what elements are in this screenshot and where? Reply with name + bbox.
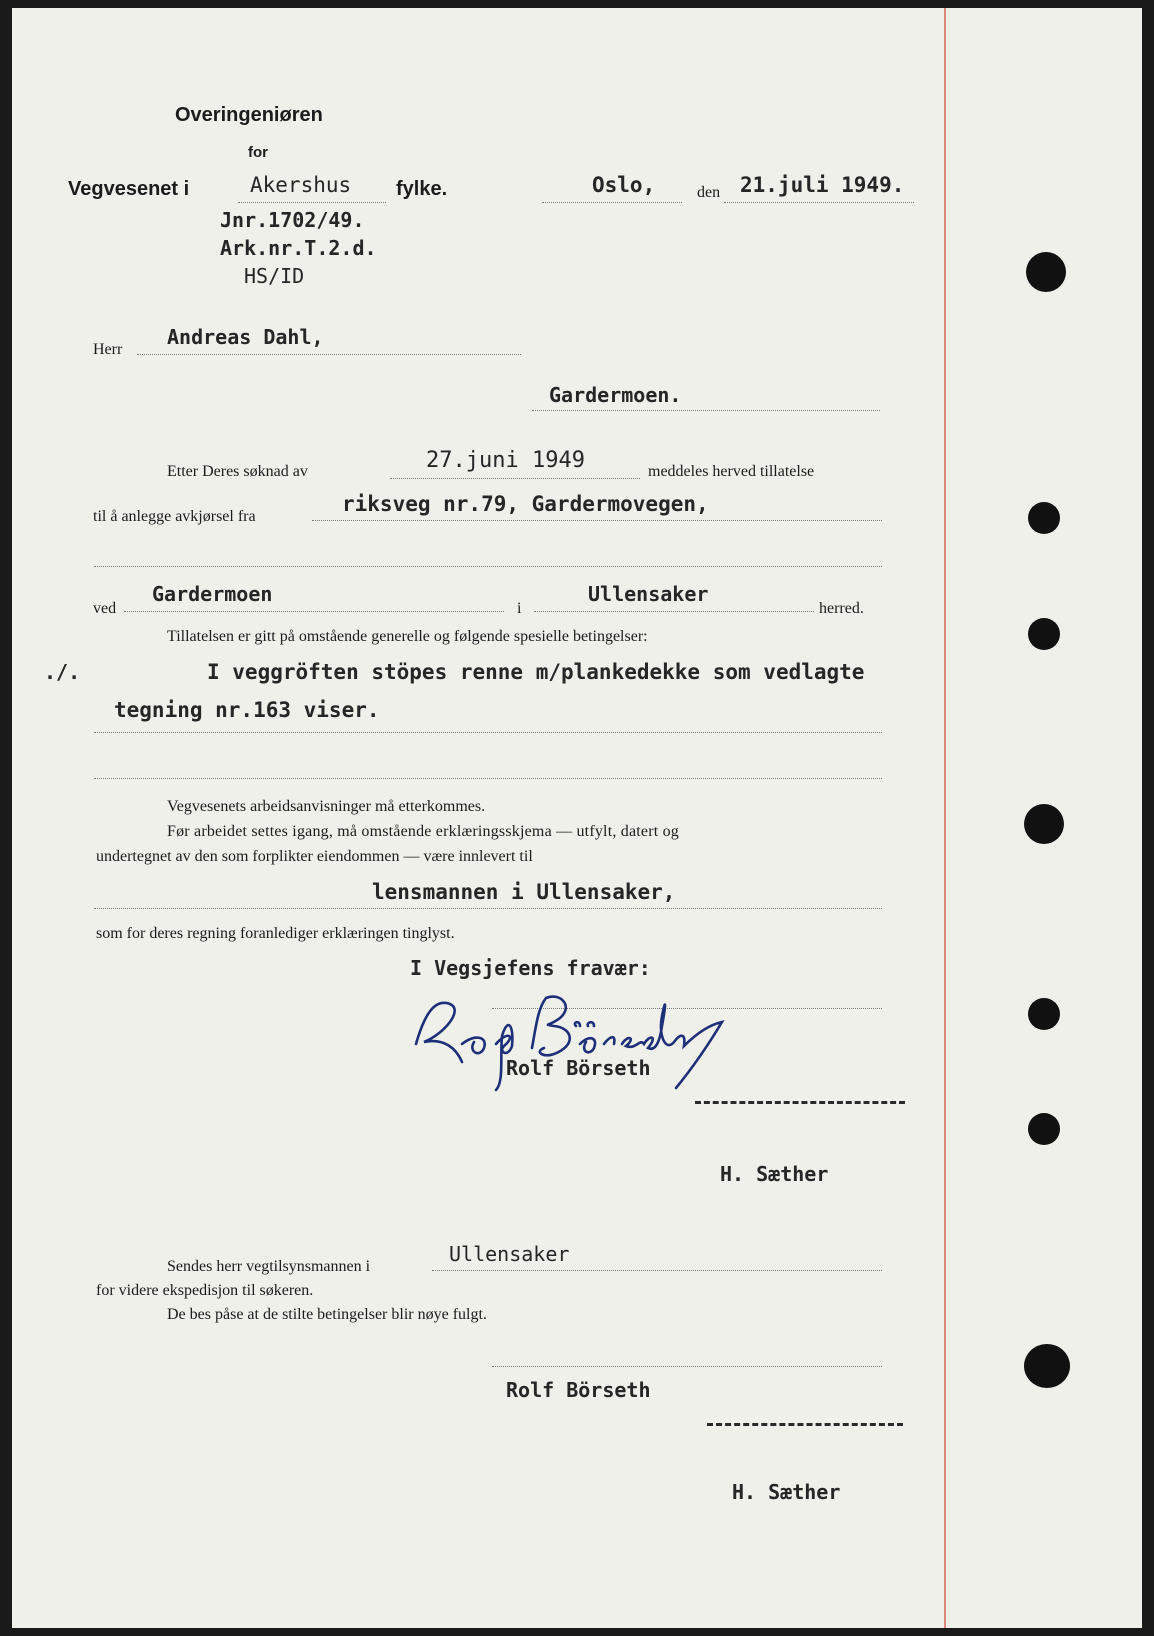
- ved-dotline: [124, 611, 504, 612]
- forward-place: Ullensaker: [449, 1242, 570, 1266]
- application-date-dotline: [390, 478, 640, 479]
- date-dotline: [724, 202, 914, 203]
- forward-line-3: De bes påse at de stilte betingelser blir nøye fulgt.: [167, 1306, 487, 1323]
- signature-dashline-1: [695, 1101, 905, 1104]
- punch-hole: [1028, 1113, 1060, 1145]
- punch-hole: [1028, 502, 1060, 534]
- municipality-dotline: [534, 611, 814, 612]
- ved-place: Gardermoen: [152, 582, 273, 606]
- for-label: for: [248, 144, 268, 161]
- forward-line-2: for videre ekspedisjon til søkeren.: [96, 1282, 314, 1299]
- road-value: riksveg nr.79, Gardermovegen,: [342, 492, 709, 516]
- recipient-place: Gardermoen.: [549, 383, 682, 407]
- second-signer-2: H. Sæther: [732, 1480, 841, 1504]
- condition-line-2: tegning nr.163 viser.: [114, 698, 380, 722]
- archive-number: Ark.nr.T.2.d.: [220, 236, 377, 260]
- city-value: Oslo,: [592, 173, 656, 197]
- instruction-4: som for deres regning foranlediger erklæringen tinglyst.: [96, 925, 455, 942]
- city-dotline: [542, 202, 682, 203]
- office-title: Overingeniøren: [175, 104, 323, 126]
- document-page: [12, 8, 1142, 1628]
- application-date: 27.juni 1949: [426, 448, 585, 473]
- second-signer-1: H. Sæther: [720, 1162, 829, 1186]
- journal-number: Jnr.1702/49.: [220, 208, 365, 232]
- instruction-1: Vegvesenets arbeidsanvisninger må etterkommes.: [167, 798, 486, 815]
- condition-dotline-2: [94, 778, 882, 779]
- instruction-2: Før arbeidet settes igang, må omstående erklæringsskjema — utfylt, datert og: [167, 823, 679, 840]
- absence-text: I Vegsjefens fravær:: [410, 956, 651, 980]
- county-value: Akershus: [250, 173, 352, 197]
- forward-dotline: [432, 1270, 882, 1271]
- etter-text: Etter Deres søknad av: [167, 463, 308, 480]
- initials: HS/ID: [244, 264, 305, 288]
- signature-dotline-2: [492, 1366, 882, 1367]
- attachment-mark: ./.: [44, 660, 81, 684]
- signature-dashline-2: [707, 1423, 903, 1426]
- ved-label: ved: [93, 600, 117, 617]
- signer-1-name: Rolf Börseth: [506, 1056, 651, 1080]
- fylke-label: fylke.: [396, 178, 448, 200]
- margin-rule: [944, 8, 946, 1628]
- recipient-name: Andreas Dahl,: [167, 325, 324, 349]
- lensmann-value: lensmannen i Ullensaker,: [372, 880, 676, 904]
- sendes-text: Sendes herr vegtilsynsmannen i: [167, 1258, 371, 1275]
- signer-2-name: Rolf Börseth: [506, 1378, 651, 1402]
- til-text: til å anlegge avkjørsel fra: [93, 508, 256, 525]
- recipient-dotline: [137, 354, 521, 355]
- den-label: den: [697, 184, 721, 201]
- condition-dotline-1: [94, 732, 882, 733]
- punch-hole: [1024, 1344, 1070, 1388]
- place-dotline: [532, 410, 880, 411]
- lensmann-dotline: [94, 908, 882, 909]
- county-dotline: [238, 202, 386, 203]
- herred-label: herred.: [819, 600, 864, 617]
- i-label: i: [517, 600, 522, 617]
- punch-hole: [1028, 618, 1060, 650]
- blank-dotline: [94, 566, 882, 567]
- road-dotline: [312, 520, 882, 521]
- herr-label: Herr: [93, 341, 123, 358]
- conditions-intro: Tillatelsen er gitt på omstående generelle og følgende spesielle betingelser:: [167, 628, 648, 645]
- municipality-value: Ullensaker: [588, 582, 709, 606]
- vegvesenet-label: Vegvesenet i: [68, 178, 190, 200]
- meddeles-text: meddeles herved tillatelse: [648, 463, 815, 480]
- condition-line-1: I veggröften stöpes renne m/plankedekke som vedlagte: [207, 660, 865, 684]
- punch-hole: [1026, 252, 1066, 292]
- date-value: 21.juli 1949.: [740, 173, 905, 197]
- punch-hole: [1024, 804, 1064, 844]
- instruction-3: undertegnet av den som forplikter eiendommen — være innlevert til: [96, 848, 533, 865]
- punch-hole: [1028, 998, 1060, 1030]
